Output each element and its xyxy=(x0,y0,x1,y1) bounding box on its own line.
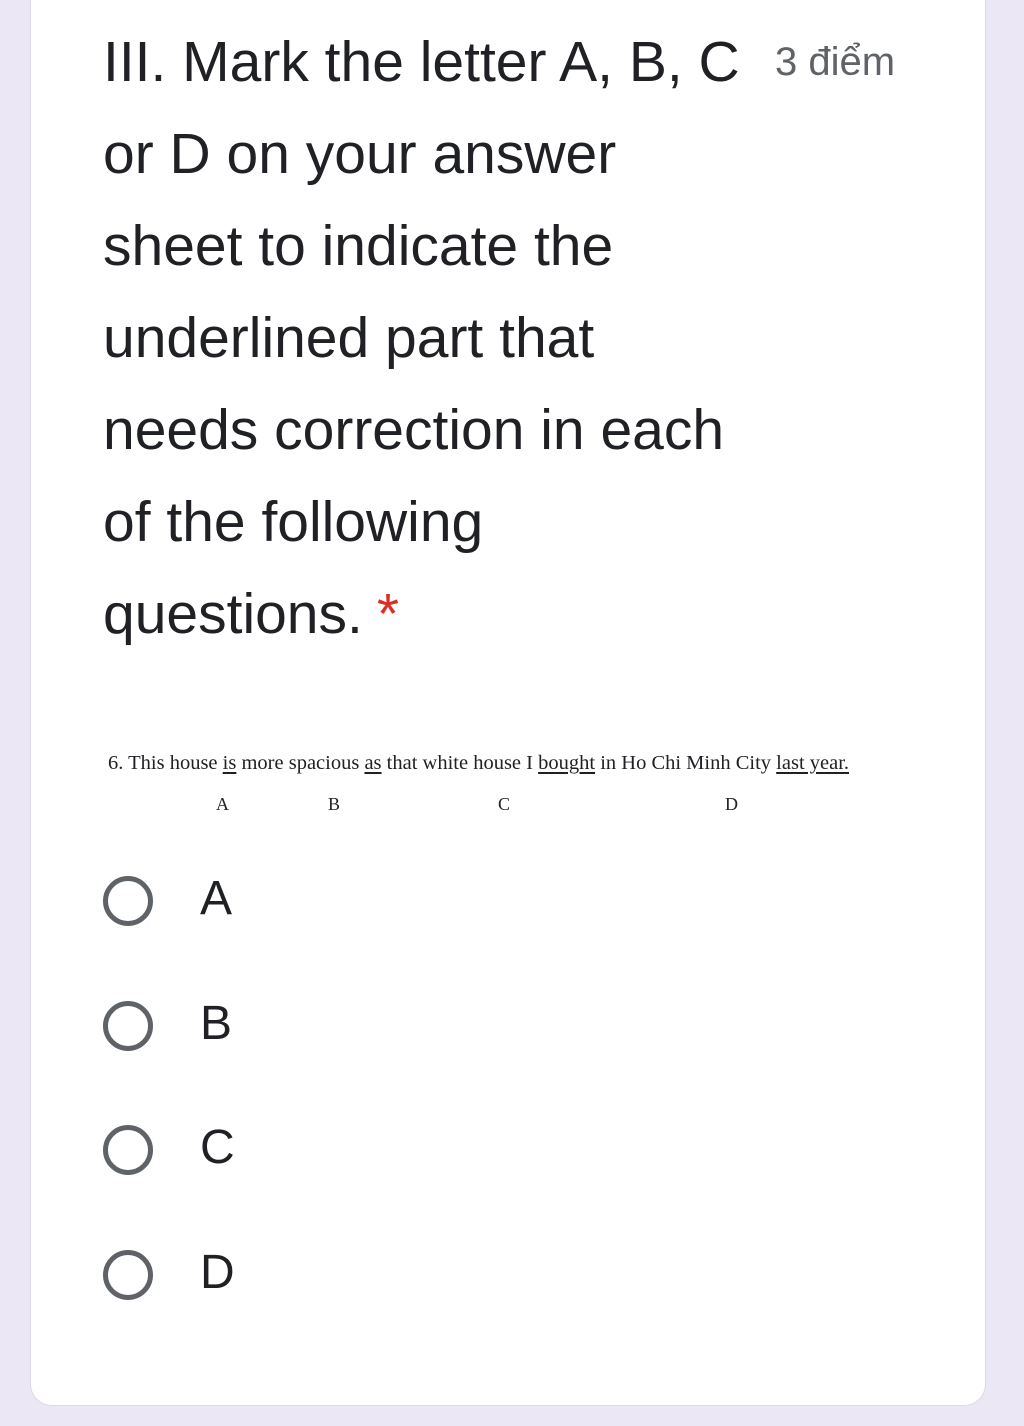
option-label-a: A xyxy=(200,872,233,925)
question-sentence xyxy=(108,752,849,775)
option-label-c: C xyxy=(200,1121,235,1174)
underlined-part-b: as xyxy=(364,752,382,774)
required-asterisk: * xyxy=(376,582,400,646)
option-label-d: D xyxy=(200,1245,235,1299)
underlined-part-d: last year. xyxy=(776,752,850,774)
radio-button-b[interactable] xyxy=(103,1001,153,1051)
radio-button-a[interactable] xyxy=(103,876,153,926)
underlined-part-c: bought xyxy=(538,752,596,774)
option-c[interactable] xyxy=(103,1117,235,1242)
underlined-part-a: is xyxy=(222,752,237,774)
points-label: 3 điểm xyxy=(775,40,896,84)
marker-d: D xyxy=(725,794,738,814)
radio-button-d[interactable] xyxy=(103,1250,153,1300)
sentence-part: 6. This house xyxy=(108,752,223,774)
question-title xyxy=(103,16,743,660)
marker-c: C xyxy=(498,794,511,814)
question-title-text: III. Mark the letter A, B, C or D on your answer sheet to indicate the underlined part that needs correction in each of the following questions. xyxy=(103,30,740,646)
question-image xyxy=(108,748,908,828)
marker-b: B xyxy=(328,794,341,814)
sentence-part: that white house I xyxy=(381,752,539,774)
option-label-b: B xyxy=(200,996,233,1050)
radio-button-c[interactable] xyxy=(103,1125,153,1175)
option-a[interactable] xyxy=(103,868,235,993)
option-b[interactable] xyxy=(103,993,235,1118)
option-d[interactable] xyxy=(103,1242,235,1367)
sentence-part: in Ho Chi Minh City xyxy=(595,752,777,774)
marker-a: A xyxy=(216,794,229,814)
answer-options xyxy=(103,868,235,1366)
sentence-part: more spacious xyxy=(236,752,365,774)
